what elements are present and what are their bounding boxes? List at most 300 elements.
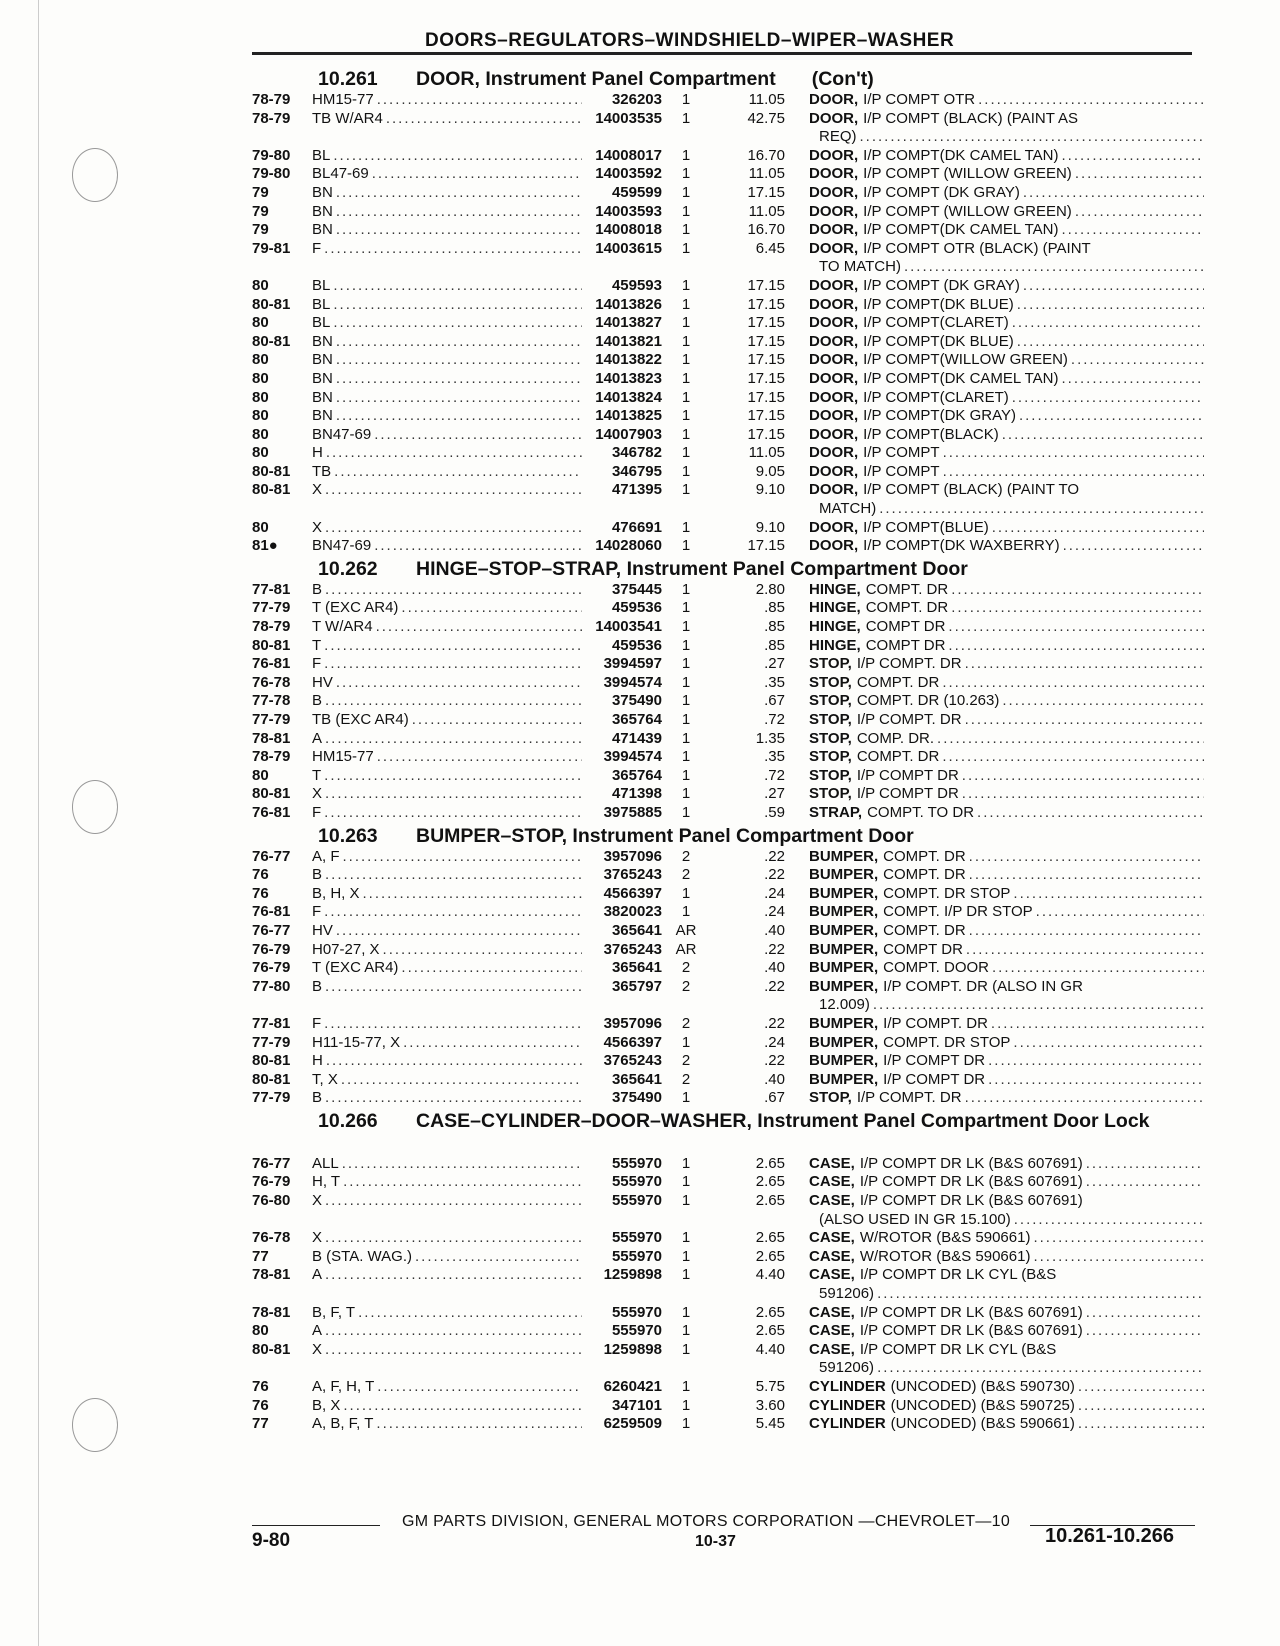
description-line <box>809 922 1204 941</box>
part-number: 471398 <box>611 785 662 803</box>
application <box>312 1089 582 1108</box>
application <box>312 674 582 693</box>
part-number: 14003615 <box>595 239 662 257</box>
price: 2.65 <box>755 1173 785 1191</box>
description-text: I/P COMPT DR <box>883 1070 986 1088</box>
quantity: 2 <box>681 847 691 865</box>
price: .67 <box>764 692 785 710</box>
application-text: BN <box>312 388 333 406</box>
description-line <box>809 110 1204 129</box>
description <box>785 1304 1204 1323</box>
model-years: 76-81 <box>252 903 291 921</box>
dot-leader <box>966 848 1204 867</box>
dot-leader <box>939 748 1204 767</box>
dot-leader <box>398 599 582 618</box>
quantity: AR <box>675 921 697 939</box>
description-continuation <box>809 258 1204 277</box>
part-row <box>252 637 1197 656</box>
application <box>312 1192 582 1229</box>
application-text: BN <box>312 221 333 239</box>
description-text: I/P COMPT. DR <box>856 711 962 728</box>
description-line <box>809 519 1204 538</box>
application <box>312 444 582 463</box>
part-number: 365641 <box>611 959 662 977</box>
quantity: 1 <box>681 580 691 598</box>
description <box>785 1248 1204 1267</box>
description <box>785 885 1204 904</box>
application <box>312 370 582 389</box>
part-name: BUMPER, <box>809 884 879 902</box>
dot-leader <box>330 296 582 315</box>
description-line <box>809 537 1204 556</box>
model-years: 76-78 <box>252 1229 291 1247</box>
part-name: DOOR, <box>809 91 859 108</box>
application <box>312 637 582 656</box>
footer-page-number: 10-37 <box>695 1533 736 1550</box>
description-continuation-text: 591206) <box>819 1359 875 1377</box>
part-number: 3765243 <box>603 940 662 958</box>
dot-leader <box>322 1229 582 1248</box>
quantity: 1 <box>681 1229 691 1247</box>
part-name: DOOR, <box>809 202 859 220</box>
part-name: DOOR, <box>809 221 859 239</box>
part-number: 555970 <box>611 1192 662 1210</box>
quantity: 1 <box>681 748 691 766</box>
description-line <box>809 389 1204 408</box>
description <box>785 1341 1204 1378</box>
quantity: 2 <box>681 1052 691 1070</box>
description <box>785 389 1204 408</box>
section-number: 10.263 <box>318 824 378 847</box>
application-text: BL <box>312 276 331 294</box>
part-row <box>252 203 1197 222</box>
part-number: 3994574 <box>603 748 662 766</box>
description-text: COMPT DR <box>883 940 963 958</box>
section-heading <box>252 1110 1197 1154</box>
description-line <box>809 463 1204 482</box>
page-title: DOORS–REGULATORS–WINDSHIELD–WIPER–WASHER <box>425 30 955 51</box>
description-text: (UNCODED) (B&S 590725) <box>890 1396 1075 1414</box>
description <box>785 748 1204 767</box>
description-text: COMPT. DR (10.263) <box>856 692 1000 710</box>
description-line <box>809 277 1204 296</box>
application-text: T, X <box>312 1070 338 1088</box>
part-name: STOP, <box>809 655 852 673</box>
part-row <box>252 1341 1197 1378</box>
part-row <box>252 444 1197 463</box>
dot-leader <box>1033 903 1204 922</box>
price: 2.80 <box>755 580 785 598</box>
quantity: 1 <box>681 165 691 183</box>
part-name: CASE, <box>809 1247 855 1265</box>
dot-leader <box>322 519 582 538</box>
quantity: 1 <box>681 183 691 201</box>
part-row <box>252 1155 1197 1174</box>
description-line <box>809 1341 1204 1360</box>
part-number: 347101 <box>611 1396 662 1414</box>
description-line <box>809 637 1204 656</box>
punch-hole-bottom <box>72 1398 118 1452</box>
part-row <box>252 407 1197 426</box>
description <box>785 655 1204 674</box>
part-number: 14013823 <box>595 369 662 387</box>
description <box>785 978 1204 1015</box>
description-line <box>809 1071 1204 1090</box>
description <box>785 637 1204 656</box>
application-text: TB (EXC AR4) <box>312 711 409 728</box>
part-name: DOOR, <box>809 444 859 462</box>
price: 17.15 <box>747 537 785 555</box>
description-text: I/P COMPT(CLARET) <box>863 314 1009 332</box>
dot-leader <box>934 730 1204 749</box>
part-name: BUMPER, <box>809 1070 879 1088</box>
description <box>785 711 1204 730</box>
part-row <box>252 767 1197 786</box>
application <box>312 314 582 333</box>
part-number: 14013824 <box>595 388 662 406</box>
description-text: I/P COMPT DR <box>883 1052 986 1070</box>
part-row <box>252 866 1197 885</box>
application-text: HM15-77 <box>312 91 374 108</box>
price: 3.60 <box>755 1396 785 1414</box>
model-years: 80-81 <box>252 481 291 499</box>
model-years: 80 <box>252 351 269 369</box>
part-name: STOP, <box>809 766 852 784</box>
description <box>785 1173 1204 1192</box>
model-years: 80 <box>252 1322 269 1340</box>
dot-leader <box>383 110 582 147</box>
description-text: I/P COMPT DR <box>856 785 959 803</box>
part-row <box>252 519 1197 538</box>
description-line <box>809 1304 1204 1323</box>
dot-leader <box>989 519 1204 538</box>
part-row <box>252 581 1197 600</box>
description <box>785 1089 1204 1108</box>
description-text: I/P COMPT (DK GRAY) <box>863 183 1020 201</box>
part-row <box>252 389 1197 408</box>
application-text: BN <box>312 183 333 201</box>
application-text: HV <box>312 921 333 939</box>
price: .22 <box>764 977 785 995</box>
dot-leader <box>1058 370 1204 389</box>
quantity: 1 <box>681 221 691 239</box>
description <box>785 407 1204 426</box>
description <box>785 1397 1204 1416</box>
price: 17.15 <box>747 276 785 294</box>
application <box>312 730 582 749</box>
description <box>785 581 1204 600</box>
part-row <box>252 599 1197 618</box>
description-line <box>809 674 1204 693</box>
application-text: T (EXC AR4) <box>312 959 399 977</box>
description <box>785 1229 1204 1248</box>
model-years: 80-81 <box>252 1052 291 1070</box>
model-years: 80 <box>252 276 269 294</box>
part-number: 3975885 <box>603 803 662 821</box>
dot-leader <box>371 537 582 556</box>
description-text: COMPT. DR <box>856 748 940 766</box>
description-line <box>809 481 1204 500</box>
description <box>785 165 1204 184</box>
model-years: 76-81 <box>252 655 291 673</box>
application <box>312 599 582 618</box>
price: .22 <box>764 866 785 884</box>
dot-leader <box>333 351 582 370</box>
part-name: DOOR, <box>809 518 859 536</box>
dot-leader <box>340 848 582 867</box>
model-years: 78-81 <box>252 729 291 747</box>
description-line <box>809 147 1204 166</box>
dot-leader <box>333 333 582 352</box>
part-name: DOOR, <box>809 314 859 332</box>
dot-leader <box>988 1015 1204 1034</box>
part-name: CYLINDER <box>809 1396 886 1414</box>
description-text: COMPT. DR <box>856 673 940 691</box>
description <box>785 1378 1204 1397</box>
part-number: 459536 <box>611 599 662 617</box>
model-years: 77-79 <box>252 711 291 728</box>
application <box>312 655 582 674</box>
dot-leader <box>321 1015 582 1034</box>
part-row <box>252 1034 1197 1053</box>
description <box>785 481 1204 518</box>
dot-leader <box>322 581 582 600</box>
model-years: 78-81 <box>252 1266 291 1284</box>
description-text: I/P COMPT(DK WAXBERRY) <box>863 537 1060 555</box>
quantity: AR <box>675 940 697 958</box>
part-number: 375490 <box>611 1089 662 1107</box>
price: .27 <box>764 785 785 803</box>
application-text: X <box>312 1340 323 1358</box>
quantity: 1 <box>681 1089 691 1107</box>
title-rule <box>252 52 1192 55</box>
description-continuation <box>809 128 1204 147</box>
application-text: B (STA. WAG.) <box>312 1247 412 1265</box>
part-number: 375445 <box>611 580 662 598</box>
model-years: 80 <box>252 444 269 462</box>
quantity: 1 <box>681 618 691 636</box>
part-number: 14013822 <box>595 351 662 369</box>
quantity: 1 <box>681 803 691 821</box>
part-row <box>252 314 1197 333</box>
price: 17.15 <box>747 425 785 443</box>
part-row <box>252 1052 1197 1071</box>
part-name: BUMPER, <box>809 866 879 884</box>
part-number: 1259898 <box>603 1266 662 1284</box>
quantity: 1 <box>681 884 691 902</box>
quantity: 2 <box>681 866 691 884</box>
application-text: A, B, F, T <box>312 1415 374 1433</box>
quantity: 1 <box>681 1378 691 1395</box>
application <box>312 922 582 941</box>
price: 5.45 <box>755 1415 785 1433</box>
part-row <box>252 1378 1197 1397</box>
quantity: 1 <box>681 1033 691 1051</box>
application-text: BL47-69 <box>312 165 369 183</box>
model-years: 78-81 <box>252 1303 291 1321</box>
application-text: B <box>312 692 323 710</box>
model-years: 80-81 <box>252 785 291 803</box>
part-row <box>252 618 1197 637</box>
part-number: 14013825 <box>595 407 662 425</box>
price: .59 <box>764 803 785 821</box>
parts-catalog-content <box>252 66 1197 1434</box>
model-years: 79-81 <box>252 239 291 257</box>
description-text: I/P COMPT(DK BLUE) <box>863 295 1014 313</box>
part-row <box>252 959 1197 978</box>
dot-leader <box>962 711 1204 730</box>
part-name: DOOR, <box>809 369 859 387</box>
model-years: 77-81 <box>252 580 291 598</box>
part-name: STOP, <box>809 692 852 710</box>
price: .35 <box>764 748 785 766</box>
quantity: 1 <box>681 766 691 784</box>
quantity: 1 <box>681 1192 691 1210</box>
part-row <box>252 426 1197 445</box>
part-name: CASE, <box>809 1266 855 1284</box>
dot-leader <box>901 258 1204 277</box>
price: .22 <box>764 940 785 958</box>
dot-leader <box>322 1089 582 1108</box>
description-line <box>809 1322 1204 1341</box>
application-text: B <box>312 580 323 598</box>
description-text: I/P COMPT DR LK (B&S 607691) <box>859 1173 1083 1191</box>
application-text: T (EXC AR4) <box>312 599 399 617</box>
description-line <box>809 370 1204 389</box>
description-line <box>809 91 1204 110</box>
description <box>785 1192 1204 1229</box>
dot-leader <box>322 481 582 518</box>
description-text: I/P COMPT(BLUE) <box>863 518 989 536</box>
part-row <box>252 184 1197 203</box>
quantity: 1 <box>681 692 691 710</box>
application <box>312 351 582 370</box>
part-name: STOP, <box>809 1089 852 1107</box>
description <box>785 333 1204 352</box>
part-row <box>252 370 1197 389</box>
dot-leader <box>985 1052 1204 1071</box>
application <box>312 711 582 730</box>
dot-leader <box>974 804 1204 823</box>
description-line <box>809 1248 1204 1267</box>
quantity: 1 <box>681 636 691 654</box>
description-line <box>809 333 1204 352</box>
application <box>312 1052 582 1071</box>
quantity: 1 <box>681 903 691 921</box>
part-name: DOOR, <box>809 407 859 425</box>
application <box>312 296 582 315</box>
dot-leader <box>959 767 1204 786</box>
footer-publisher-text: GM PARTS DIVISION, GENERAL MOTORS CORPORATION —CHEVROLET—10 <box>402 1513 1011 1530</box>
part-name: DOOR, <box>809 183 859 201</box>
part-row <box>252 240 1197 277</box>
price: 2.65 <box>755 1247 785 1265</box>
application-text: A, F, H, T <box>312 1378 375 1395</box>
dot-leader <box>330 314 582 333</box>
part-number: 459593 <box>611 276 662 294</box>
part-number: 3765243 <box>603 866 662 884</box>
model-years: 76-79 <box>252 1173 291 1191</box>
description-text: COMPT. DOOR <box>883 959 990 977</box>
dot-leader <box>874 1359 1204 1378</box>
application <box>312 959 582 978</box>
dot-leader <box>975 91 1204 110</box>
description <box>785 618 1204 637</box>
application <box>312 581 582 600</box>
price: 9.10 <box>755 481 785 499</box>
quantity: 1 <box>681 599 691 617</box>
part-number: 365641 <box>611 1070 662 1088</box>
application <box>312 903 582 922</box>
part-number: 14007903 <box>595 425 662 443</box>
section-title: HINGE–STOP–STRAP, Instrument Panel Compartment Door <box>416 557 968 580</box>
description <box>785 903 1204 922</box>
section-heading <box>252 825 1197 847</box>
model-years: 80-81 <box>252 295 291 313</box>
application <box>312 147 582 166</box>
quantity: 1 <box>681 462 691 480</box>
model-years: 80 <box>252 369 269 387</box>
dot-leader <box>945 618 1204 637</box>
part-row <box>252 941 1197 960</box>
description <box>785 730 1204 749</box>
description <box>785 426 1204 445</box>
description-line <box>809 581 1204 600</box>
application <box>312 804 582 823</box>
part-name: CASE, <box>809 1192 855 1210</box>
part-name: DOOR, <box>809 146 859 164</box>
dot-leader <box>322 785 582 804</box>
part-name: CYLINDER <box>809 1378 886 1395</box>
quantity: 1 <box>681 332 691 350</box>
part-name: BUMPER, <box>809 1033 879 1051</box>
application <box>312 1015 582 1034</box>
dot-leader <box>340 1397 582 1416</box>
model-years: 77-79 <box>252 1089 291 1107</box>
application-text: BN <box>312 369 333 387</box>
dot-leader <box>330 147 582 166</box>
dot-leader <box>322 866 582 885</box>
description-text: I/P COMPT <box>863 462 940 480</box>
quantity: 1 <box>681 276 691 294</box>
description-line <box>809 885 1204 904</box>
application-text: X <box>312 1192 323 1210</box>
part-number: 3994597 <box>603 655 662 673</box>
application-text: H <box>312 444 323 462</box>
model-years: 77-80 <box>252 977 291 995</box>
section-number: 10.261 <box>318 68 378 90</box>
description <box>785 296 1204 315</box>
part-name: DOOR, <box>809 295 859 313</box>
description <box>785 692 1204 711</box>
application-text: A <box>312 729 323 747</box>
part-row <box>252 1015 1197 1034</box>
description-text: COMPT DR <box>865 618 946 636</box>
quantity: 1 <box>681 1154 691 1172</box>
description-line <box>809 444 1204 463</box>
price: 16.70 <box>747 146 785 164</box>
part-row <box>252 674 1197 693</box>
application-text: T <box>312 766 322 784</box>
dot-leader <box>959 785 1204 804</box>
price: 11.05 <box>748 202 785 220</box>
quantity: 2 <box>681 959 691 977</box>
part-row <box>252 351 1197 370</box>
application-text: T W/AR4 <box>312 618 373 636</box>
dot-leader <box>398 959 582 978</box>
description-line <box>809 1089 1204 1108</box>
model-years: 76-77 <box>252 1154 291 1172</box>
